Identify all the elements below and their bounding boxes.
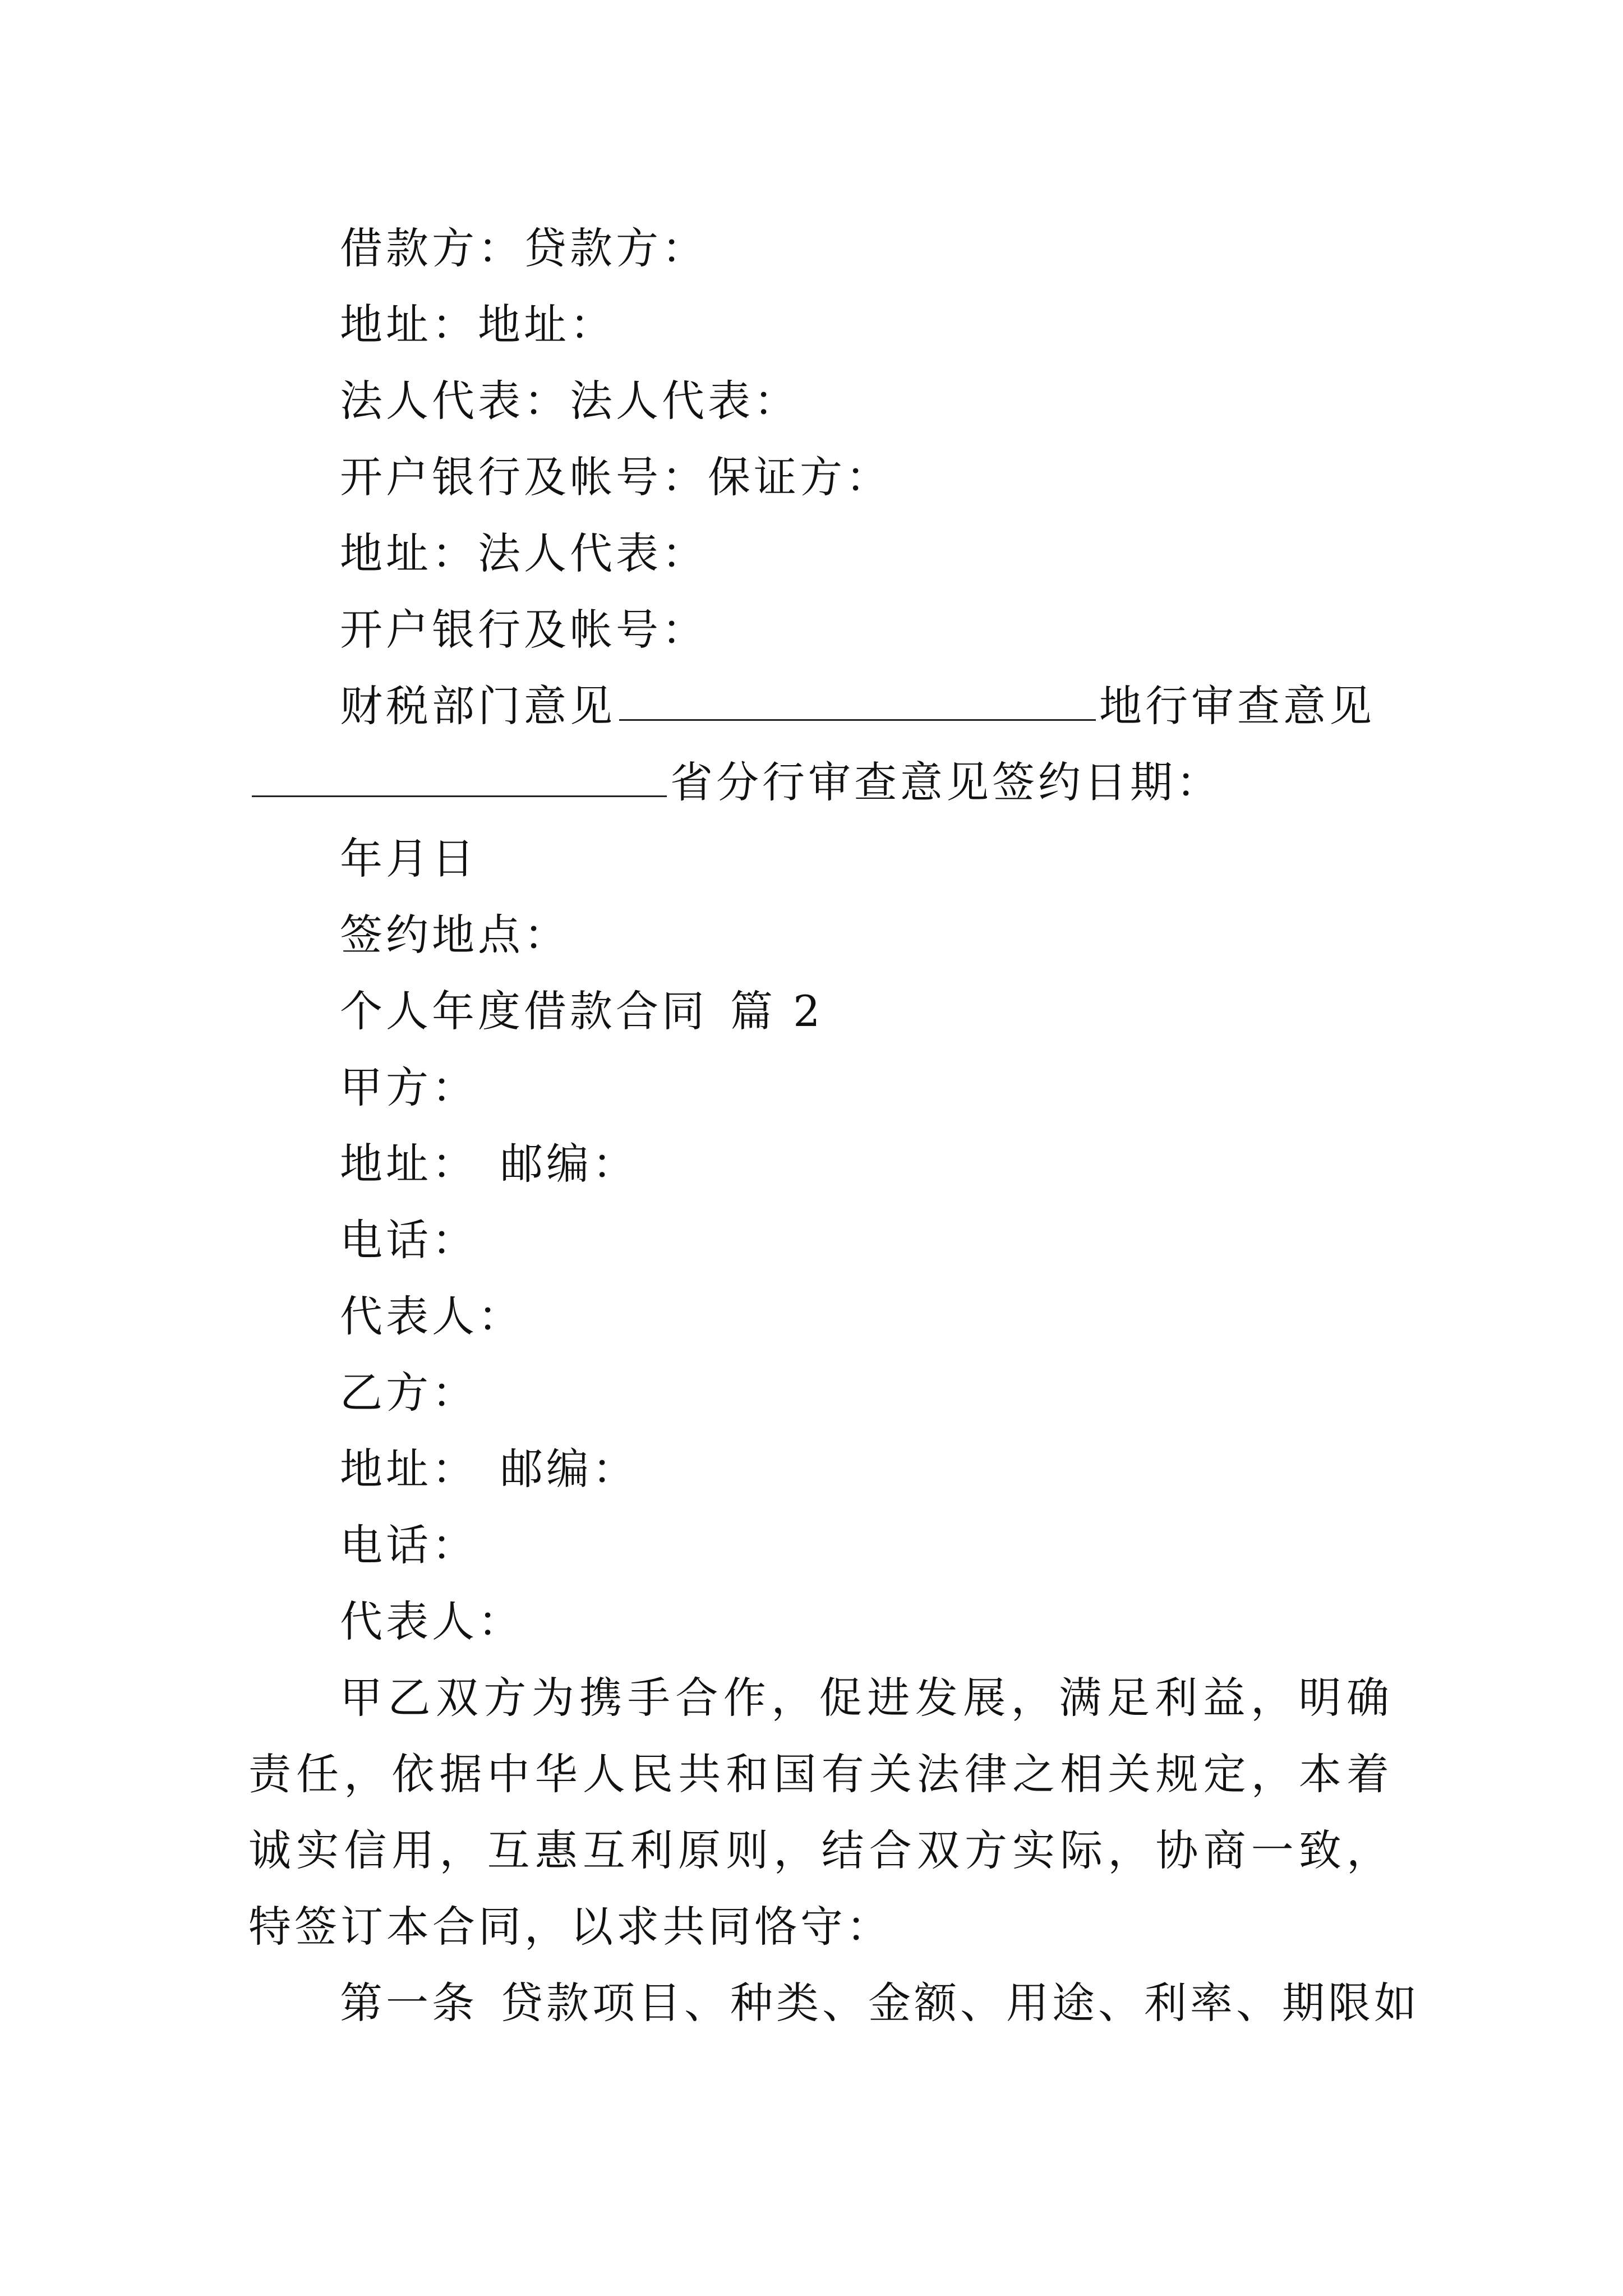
party-b-rep-line: 代表人：: [340, 1596, 524, 1646]
party-b-line: 乙方：: [340, 1368, 478, 1418]
signing-place-line: 签约地点：: [340, 910, 570, 960]
provincial-opinion-line: [248, 744, 1393, 821]
local-opinion-blank: [252, 753, 667, 797]
address-legal-rep-line: 地址：法人代表：: [340, 528, 708, 578]
bank-account-guarantor-line: 开户银行及帐号：保证方：: [340, 452, 892, 502]
article-text: 贷款项目、种类、金额、用途、利率、期限如: [500, 1978, 1420, 2028]
tax-opinion-blank: [619, 677, 1096, 721]
heading-number: 篇 2: [730, 986, 824, 1036]
date-line: 年月日: [340, 834, 478, 884]
document-body: [248, 210, 1420, 2041]
party-a-rep-line: 代表人：: [340, 1291, 524, 1341]
address-label: 地址：: [340, 1139, 478, 1189]
section-heading: [248, 973, 1393, 1050]
legal-rep-line: 法人代表：法人代表：: [340, 376, 800, 426]
heading-title: 个人年度借款合同: [340, 986, 708, 1036]
borrower-lender-line: 借款方：贷款方：: [340, 223, 708, 273]
address-label: 地址：: [340, 1444, 478, 1494]
local-bank-opinion-label: 地行审查意见: [1099, 681, 1375, 731]
postcode-label: 邮编：: [500, 1139, 638, 1189]
party-b-address-line: [248, 1431, 1393, 1507]
party-a-address-line: [248, 1126, 1393, 1202]
bank-account-line: 开户银行及帐号：: [340, 605, 708, 655]
article-one-line: [248, 1965, 1420, 2041]
party-b-phone-line: 电话：: [340, 1520, 478, 1570]
provincial-opinion-label: 省分行审查意见签约日期：: [670, 757, 1222, 807]
review-opinion-line: [248, 668, 1393, 744]
article-label: 第一条: [340, 1978, 478, 2028]
address-line: 地址：地址：: [340, 300, 616, 349]
party-a-phone-line: 电话：: [340, 1215, 478, 1265]
preamble-paragraph: 甲乙双方为携手合作，促进发展，满足利益，明确责任，依据中华人民共和国有关法律之相关规定，本着诚实信用，互惠互利原则，结合双方实际，协商一致，特签订本合同，以求共同恪守：: [248, 1673, 1393, 1952]
postcode-label: 邮编：: [500, 1444, 638, 1494]
tax-dept-opinion-label: 财税部门意见: [340, 681, 616, 731]
party-a-line: 甲方：: [340, 1062, 478, 1112]
